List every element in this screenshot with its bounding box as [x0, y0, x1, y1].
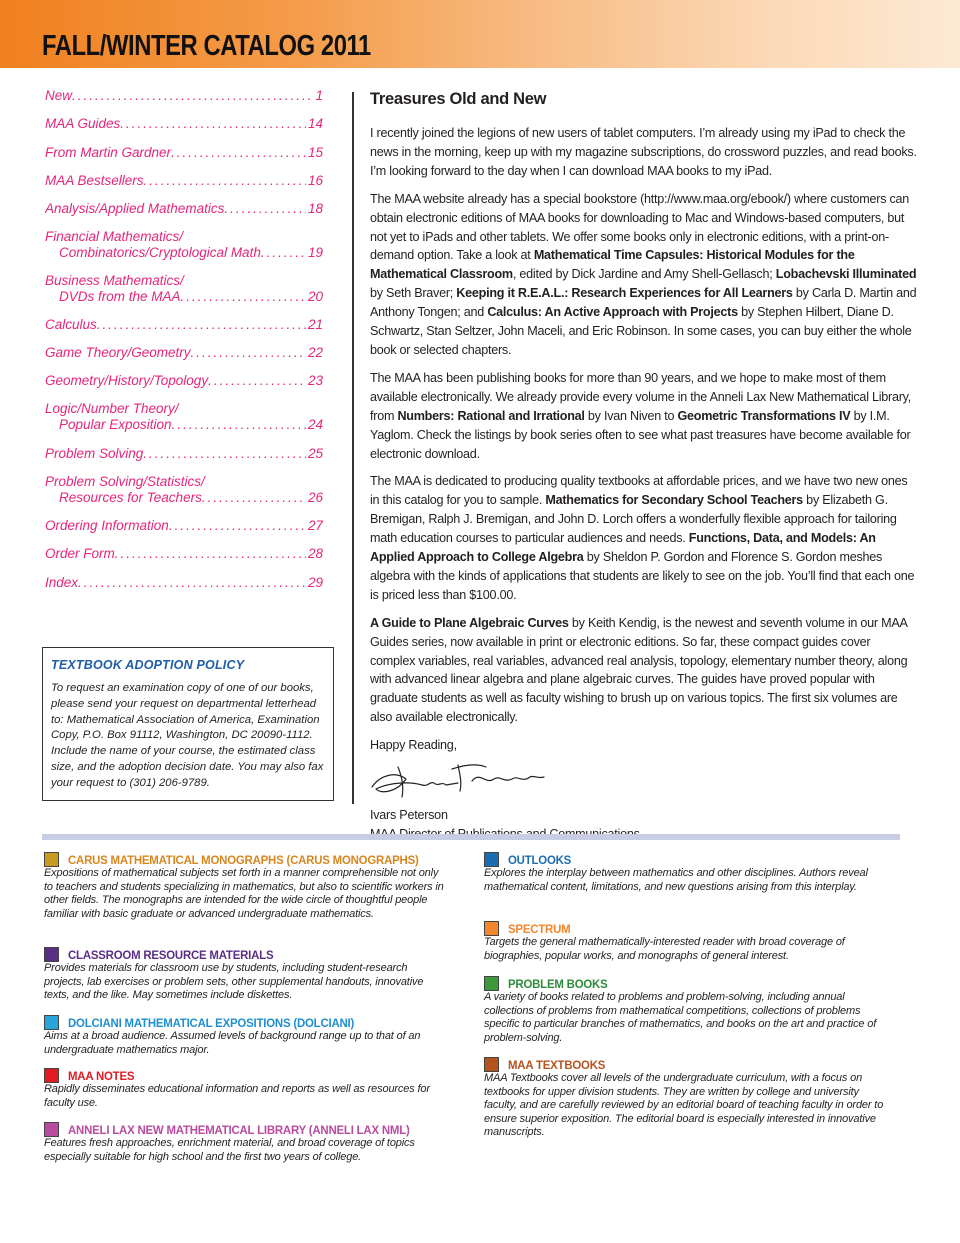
series-legend-item	[484, 1057, 884, 1140]
toc-leader-dots	[202, 490, 306, 506]
series-description: Expositions of mathematical subjects set forth in a manner comprehensible not only to teachers and students specializing in mathematics, but also to scientific workers in other fields. The monographs are intended for the wide circle of thoughtful people familiar with basic graduate or advanced undergraduate mathematics.	[44, 867, 444, 920]
toc-page-number: 29	[307, 575, 323, 590]
book-title: Mathematics for Secondary School Teachers	[545, 493, 803, 508]
toc-page-number: 26	[307, 490, 323, 505]
article-paragraph	[370, 124, 918, 181]
toc-entry[interactable]	[45, 518, 323, 534]
toc-leader-dots	[181, 289, 306, 305]
toc-label: DVDs from the MAA	[59, 289, 181, 304]
toc-label: Geometry/History/Topology	[45, 373, 209, 388]
section-rule	[42, 834, 900, 840]
toc-label: Calculus	[45, 317, 97, 332]
article-paragraph	[370, 190, 918, 360]
toc-page-number: 28	[307, 546, 323, 561]
toc-entry[interactable]	[45, 88, 323, 104]
toc-page-number: 22	[307, 345, 323, 360]
catalog-title: FALL/WINTER CATALOG 2011	[42, 30, 371, 62]
policy-title: TEXTBOOK ADOPTION POLICY	[51, 658, 245, 672]
series-title: CARUS MATHEMATICAL MONOGRAPHS (CARUS MONOGRAPHS)	[68, 852, 419, 867]
toc-leader-dots	[261, 245, 306, 261]
series-description: A variety of books related to problems and problem-solving, including annual collections of problems from mathematical competitions, collections of problems specific to particular branches of mathematics, and books on the art and practice of problem-solving.	[484, 991, 877, 1044]
book-title: Keeping it R.E.A.L.: Research Experiences for All Learners	[456, 286, 793, 301]
toc-label: Index	[45, 575, 79, 590]
toc-leader-dots	[169, 518, 306, 534]
toc-leader-dots	[144, 173, 306, 189]
series-color-swatch	[484, 852, 499, 867]
series-title: ANNELI LAX NEW MATHEMATICAL LIBRARY (ANNELI LAX NML)	[68, 1122, 410, 1137]
series-description: Features fresh approaches, enrichment material, and broad coverage of topics especially suitable for high school and the first two years of college.	[44, 1137, 415, 1163]
series-color-swatch	[484, 921, 499, 936]
toc-entry[interactable]	[45, 446, 323, 462]
toc-leader-dots	[78, 575, 306, 591]
toc-entry[interactable]	[45, 373, 323, 389]
article-body	[370, 124, 918, 727]
editorial-article	[370, 90, 918, 844]
series-title: CLASSROOM RESOURCE MATERIALS	[68, 947, 274, 962]
article-title: Treasures Old and New	[370, 90, 547, 108]
toc-leader-dots	[143, 446, 306, 462]
toc-page-number: 1	[315, 88, 323, 103]
article-paragraph	[370, 472, 918, 604]
toc-label: Problem Solving	[45, 446, 144, 461]
book-title: A Guide to Plane Algebraic Curves	[370, 615, 569, 630]
toc-label: New	[45, 88, 73, 103]
text-run: , edited by Dick Jardine and Amy Shell-Gellasch;	[512, 267, 776, 282]
series-legend-item	[44, 1015, 444, 1057]
text-run: by I.M. Yaglom. Check the listings by book series often to see what past treasures have become available for electronic download.	[370, 408, 911, 461]
toc-label: Resources for Teachers	[59, 490, 202, 505]
text-run: The MAA has been publishing books for more than 90 years, and we hope to make most of them available electronically. We already provide every volume in the Anneli Lax New Mathematical Library, from	[370, 370, 912, 423]
text-run: I recently joined the legions of new users of tablet computers. I’m already using my iPad to check the news in the morning, keep up with my magazine subscriptions, do crossword puzzles, and read books. I’m looking forward to the day when I can download MAA books to my iPad.	[370, 126, 917, 178]
toc-entry[interactable]	[45, 401, 323, 433]
text-run: by Elizabeth G. Bremigan, Ralph J. Bremigan, and John D. Lorch offers a wonderfully flexible approach for tailoring math education courses to particular audiences and needs.	[370, 493, 897, 546]
series-color-swatch	[44, 1015, 59, 1030]
text-run: by Keith Kendig, is the newest and seventh volume in our MAA Guides series, now available in print or electronic editions. So far, these compact guides cover complex variables, real variables, advanced real analysis, topology, elementary number theory, along with advanced linear algebra and plane algebraic curves. The guides have proved popular with graduate students as well as faculty wishing to brush up on various topics. The first six volumes are also available electronically.	[370, 615, 908, 725]
series-title: SPECTRUM	[508, 921, 571, 936]
toc-entry[interactable]	[45, 201, 323, 217]
handwritten-signature	[368, 757, 548, 801]
toc-leader-dots	[224, 201, 306, 217]
textbook-adoption-policy-box	[42, 647, 334, 801]
book-title: Mathematical Time Capsules: Historical Modules for the Mathematical Classroom	[370, 248, 855, 282]
toc-entry[interactable]	[45, 345, 323, 361]
toc-label: Game Theory/Geometry	[45, 345, 191, 360]
series-legend-item	[44, 1122, 444, 1164]
toc-page-number: 27	[307, 518, 323, 533]
series-title: MAA TEXTBOOKS	[508, 1057, 606, 1072]
toc-page-number: 16	[307, 173, 323, 188]
series-legend-item	[484, 852, 884, 894]
toc-entry[interactable]	[45, 145, 323, 161]
series-legend-item	[44, 852, 444, 921]
series-color-swatch	[484, 1057, 499, 1072]
catalog-header	[0, 0, 960, 68]
toc-entry[interactable]	[45, 546, 323, 562]
closing-line: Happy Reading,	[370, 738, 457, 753]
toc-leader-dots	[171, 145, 306, 161]
policy-body: To request an examination copy of one of our books, please send your request on departmental letterhead to: Mathematical Association of America, Examination Copy, P.O. Box 91112, Washington, DC 20090-1112. Include the name of your course, the estimated class size, and the adoption decision date. You may also fax your request to (301) 206-9789.	[51, 682, 324, 789]
toc-label: Financial Mathematics/	[45, 229, 184, 244]
text-run: The MAA website already has a special bookstore (http://www.maa.org/ebook/) where customers can obtain electronic editions of MAA books for downloading to Mac and Windows-based computers, but not yet to iPads and other tablets. We offer some books only in electronic editions, with a print-on-demand option. Take a look at	[370, 191, 910, 263]
toc-label: Analysis/Applied Mathematics	[45, 201, 225, 216]
toc-page-number: 14	[307, 116, 323, 131]
series-description: Explores the interplay between mathematics and other disciplines. Authors reveal mathematical content, limitations, and new questions arising from this interplay.	[484, 867, 868, 893]
series-description: Targets the general mathematically-interested reader with broad coverage of biographies, popular works, and monographs of general interest.	[484, 936, 845, 962]
toc-page-number: 20	[307, 289, 323, 304]
text-run: by Stephen Hilbert, Diane D. Schwartz, Stan Seltzer, John Maceli, and Eric Robinson. In some cases, you can buy either the whole book or selected chapters.	[370, 305, 912, 357]
toc-entry[interactable]	[45, 173, 323, 189]
toc-page-number: 19	[307, 245, 323, 260]
book-title: Calculus: An Active Approach with Projects	[487, 305, 738, 320]
toc-label: Ordering Information	[45, 518, 169, 533]
text-run: by Carla D. Martin and Anthony Tongen; and	[370, 286, 917, 320]
series-legend-item	[44, 1068, 444, 1110]
book-title: Numbers: Rational and Irrational	[397, 408, 585, 423]
text-run: by Seth Braver;	[370, 286, 457, 301]
toc-entry[interactable]	[45, 273, 323, 305]
series-description: Aims at a broad audience. Assumed levels of background range up to that of an undergraduate mathematics major.	[44, 1030, 421, 1056]
series-color-swatch	[44, 1122, 59, 1137]
book-title: Geometric Transformations IV	[677, 408, 851, 423]
text-run: by Sheldon P. Gordon and Florence S. Gordon meshes algebra with the kinds of applications that students are likely to see on the job. You’ll find that each one is priced less than $100.00.	[370, 550, 915, 602]
toc-entry[interactable]	[45, 474, 323, 506]
series-legend-item	[484, 921, 884, 963]
book-title: Functions, Data, and Models: An Applied Approach to College Algebra	[370, 531, 876, 565]
toc-entry[interactable]	[45, 229, 323, 261]
toc-leader-dots	[120, 116, 306, 132]
series-title: PROBLEM BOOKS	[508, 976, 608, 991]
toc-label: MAA Bestsellers	[45, 173, 144, 188]
toc-label: Business Mathematics/	[45, 273, 184, 288]
toc-page-number: 18	[307, 201, 323, 216]
toc-label: Logic/Number Theory/	[45, 401, 179, 416]
series-legend-item	[484, 976, 884, 1045]
series-color-swatch	[44, 1068, 59, 1083]
column-divider	[352, 92, 354, 804]
toc-page-number: 23	[307, 373, 323, 388]
series-description: Rapidly disseminates educational information and reports as well as resources for faculty use.	[44, 1083, 430, 1109]
toc-leader-dots	[72, 88, 313, 104]
toc-page-number: 15	[307, 145, 323, 160]
toc-leader-dots	[115, 546, 306, 562]
series-color-swatch	[44, 852, 59, 867]
series-title: OUTLOOKS	[508, 852, 572, 867]
toc-page-number: 24	[307, 417, 323, 432]
series-color-swatch	[44, 947, 59, 962]
article-paragraph	[370, 614, 918, 727]
series-description: Provides materials for classroom use by students, including student-research projects, lab exercises or problem sets, other supplemental handouts, innovative texts, and the like. May sometimes include diskettes.	[44, 962, 424, 1002]
series-legend-item	[44, 947, 444, 1003]
text-run: by Ivan Niven to	[584, 408, 678, 423]
toc-leader-dots	[208, 373, 306, 389]
toc-leader-dots	[172, 417, 306, 433]
toc-leader-dots	[97, 317, 306, 333]
toc-label: Order Form	[45, 546, 115, 561]
toc-label: MAA Guides	[45, 116, 121, 131]
series-title: DOLCIANI MATHEMATICAL EXPOSITIONS (DOLCIANI)	[68, 1015, 355, 1030]
series-description: MAA Textbooks cover all levels of the undergraduate curriculum, with a focus on textbooks for upper division students. They are written by college and university faculty, and are carefully reviewed by an editorial board of teaching faculty in order to ensure superior exposition. The editorial board is especially interested in innovative manuscripts.	[484, 1072, 884, 1139]
author-name: Ivars Peterson	[370, 808, 448, 823]
toc-entry[interactable]	[45, 317, 323, 333]
article-paragraph	[370, 369, 918, 464]
toc-label: Problem Solving/Statistics/	[45, 474, 205, 489]
toc-label: Popular Exposition	[59, 417, 172, 432]
series-color-swatch	[484, 976, 499, 991]
toc-label: Combinatorics/Cryptological Math	[59, 245, 261, 260]
toc-entry[interactable]	[45, 575, 323, 591]
book-title: Lobachevski Illuminated	[775, 267, 917, 282]
toc-entry[interactable]	[45, 116, 323, 132]
toc-page-number: 25	[307, 446, 323, 461]
toc-label: From Martin Gardner	[45, 145, 172, 160]
toc-page-number: 21	[307, 317, 323, 332]
toc-leader-dots	[191, 345, 306, 361]
series-title: MAA NOTES	[68, 1068, 135, 1083]
text-run: The MAA is dedicated to producing quality textbooks at affordable prices, and we have two new ones in this catalog for you to sample.	[370, 474, 908, 508]
